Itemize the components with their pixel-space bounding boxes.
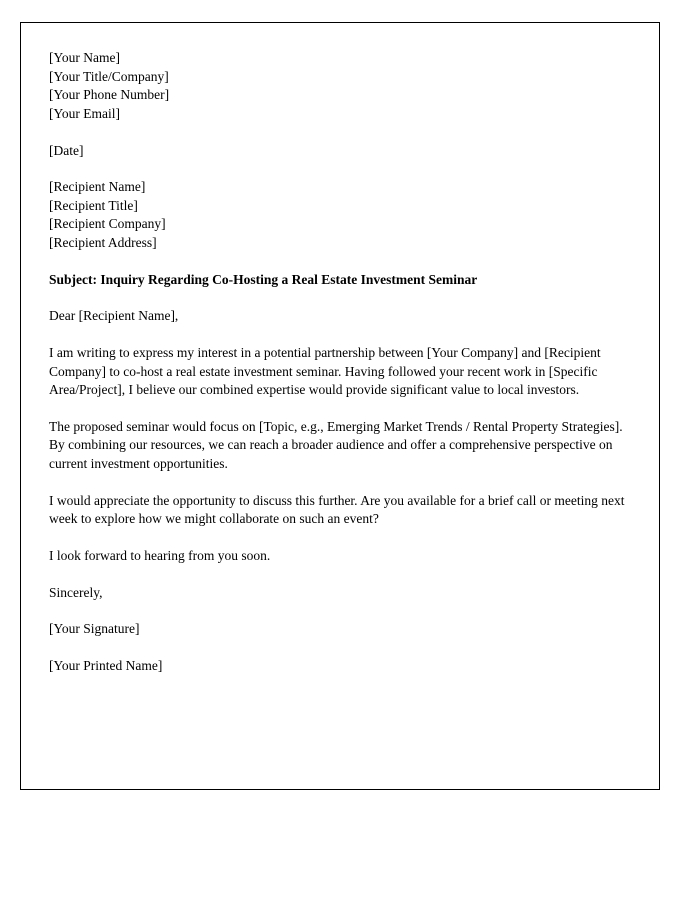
subject-line: Subject: Inquiry Regarding Co-Hosting a Real Estate Investment Seminar	[49, 271, 478, 287]
body-paragraph-2: The proposed seminar would focus on [Topic, e.g., Emerging Market Trends / Rental Property Strategies]. By combining our resources, we can reach a broader audience and offer a comprehensive perspective on current investment opportunities.	[49, 418, 623, 471]
signature-placeholder: [Your Signature]	[49, 621, 140, 637]
recipient-line-company: [Recipient Company]	[49, 216, 166, 232]
recipient-line-address: [Recipient Address]	[49, 235, 157, 250]
printed-name: [Your Printed Name]	[49, 657, 163, 673]
date-line: [Date]	[49, 142, 84, 158]
letter-content	[21, 23, 659, 675]
letter-page	[20, 22, 660, 790]
sender-line-name: [Your Name]	[49, 50, 120, 65]
recipient-line-title: [Recipient Title]	[49, 197, 138, 213]
date-block	[49, 142, 631, 161]
sender-line-email: [Your Email]	[49, 105, 121, 121]
closing-line: Sincerely,	[49, 584, 103, 600]
salutation: Dear [Recipient Name],	[49, 308, 179, 324]
sender-line-phone: [Your Phone Number]	[49, 87, 170, 103]
body-paragraph-3: I would appreciate the opportunity to discuss this further. Are you available for a brief call or meeting next week to explore how we might collaborate on such an event?	[49, 492, 625, 527]
recipient-line-name: [Recipient Name]	[49, 179, 146, 195]
sender-address-block	[49, 49, 631, 124]
body-paragraph-4: I look forward to hearing from you soon.	[49, 547, 271, 563]
body-paragraph-1: I am writing to express my interest in a potential partnership between [Your Company] and [Recipient Company] to co-host a real estate investment seminar. Having followed your recent work in [Specific Area/Project], I believe our combined expertise would provide significant value to local investors.	[49, 344, 601, 398]
recipient-address-block	[49, 178, 631, 253]
sender-line-title: [Your Title/Company]	[49, 68, 169, 84]
